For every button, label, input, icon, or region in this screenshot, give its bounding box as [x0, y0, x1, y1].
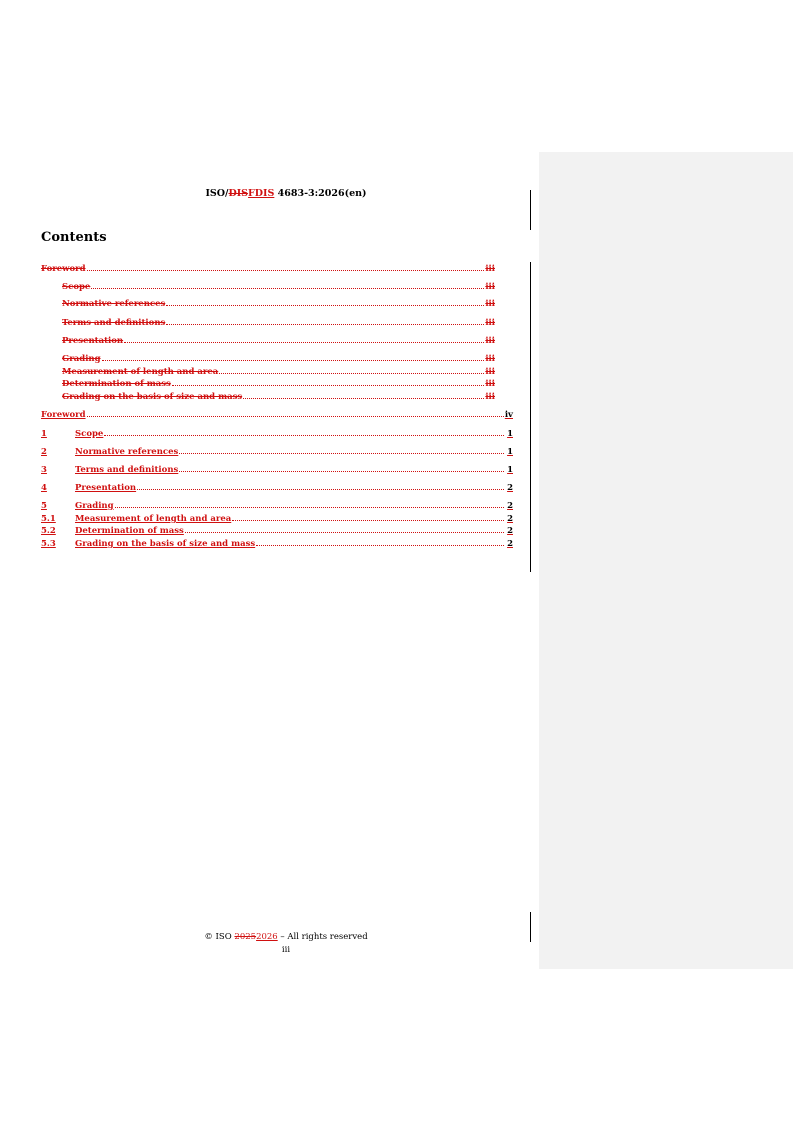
toc-leader	[87, 416, 504, 417]
toc-leader	[166, 324, 484, 325]
toc-page: 2	[507, 526, 513, 536]
toc-title: Measurement of length and area	[62, 367, 219, 377]
toc-new-row[interactable]	[41, 408, 513, 420]
toc-number: 5.2	[41, 526, 56, 536]
toc-page: iii	[485, 354, 495, 364]
toc-title: Normative references	[75, 447, 179, 457]
toc-page: iii	[485, 282, 495, 292]
toc-page: 2	[507, 501, 513, 511]
toc-page: iii	[485, 336, 495, 346]
toc-number: 2	[41, 447, 47, 457]
toc-title: Presentation	[75, 483, 137, 493]
toc-leader	[179, 471, 504, 472]
toc-number: 3	[41, 465, 47, 475]
toc-leader	[87, 270, 485, 271]
header-inserted-text: FDIS	[248, 188, 275, 199]
toc-title: Foreword	[41, 264, 86, 274]
toc-leader	[91, 288, 484, 289]
toc-title: Terms and definitions	[75, 465, 179, 475]
toc-title: Foreword	[41, 410, 86, 420]
toc-old-row[interactable]	[41, 390, 495, 402]
toc-number: 1	[41, 429, 47, 439]
toc-page: 1	[507, 465, 513, 475]
toc-leader	[104, 435, 504, 436]
toc-page: iii	[485, 392, 495, 402]
toc-old-row[interactable]	[41, 352, 495, 364]
toc-page: 1	[507, 447, 513, 457]
toc-new-row[interactable]	[41, 499, 513, 511]
toc-leader	[243, 398, 484, 399]
footer-prefix: © ISO	[204, 932, 235, 942]
toc-page: iv	[504, 410, 513, 420]
contents-heading: Contents	[41, 230, 107, 245]
toc-leader	[124, 342, 484, 343]
toc-page: 2	[507, 514, 513, 524]
toc-title: Grading on the basis of size and mass	[75, 539, 256, 549]
toc-leader	[172, 385, 484, 386]
header-prefix: ISO/	[205, 188, 229, 199]
toc-new-row[interactable]	[41, 512, 513, 524]
footer-inserted-year: 2026	[256, 932, 278, 942]
header-suffix: 4683-3:2026(en)	[274, 188, 367, 199]
toc-title: Determination of mass	[62, 379, 171, 389]
footer-suffix: – All rights reserved	[277, 932, 368, 942]
toc-old-row[interactable]	[41, 377, 495, 389]
toc-leader	[232, 520, 504, 521]
toc-title: Grading	[62, 354, 101, 364]
footer-deleted-year: 2025	[234, 932, 257, 942]
comment-pane	[539, 152, 793, 969]
toc-number: 5	[41, 501, 47, 511]
toc-title: Determination of mass	[75, 526, 184, 536]
change-bar-toc	[530, 262, 531, 572]
toc-leader	[115, 507, 504, 508]
toc-title: Presentation	[62, 336, 124, 346]
toc-old-row[interactable]	[41, 316, 495, 328]
toc-page: iii	[485, 299, 495, 309]
toc-title: Measurement of length and area	[75, 514, 232, 524]
toc-leader	[179, 453, 504, 454]
toc-number: 5.1	[41, 514, 56, 524]
toc-page: iii	[485, 367, 495, 377]
toc-old-row[interactable]	[41, 280, 495, 292]
toc-page: 2	[507, 483, 513, 493]
toc-old-row[interactable]	[41, 365, 495, 377]
toc-page: 2	[507, 539, 513, 549]
copyright-footer	[0, 932, 572, 942]
toc-leader	[219, 373, 484, 374]
toc-old-row[interactable]	[41, 262, 495, 274]
toc-new-row[interactable]	[41, 537, 513, 549]
toc-title: Normative references	[62, 299, 166, 309]
toc-leader	[256, 545, 504, 546]
toc-page: iii	[485, 379, 495, 389]
toc-leader	[166, 305, 484, 306]
toc-title: Scope	[62, 282, 91, 292]
toc-new-row[interactable]	[41, 481, 513, 493]
toc-page: iii	[485, 264, 495, 274]
toc-old-row[interactable]	[41, 297, 495, 309]
toc-title: Scope	[75, 429, 104, 439]
toc-number: 4	[41, 483, 47, 493]
toc-title: Grading	[75, 501, 114, 511]
header-deleted-text: DIS	[228, 188, 249, 199]
toc-number: 5.3	[41, 539, 56, 549]
toc-leader	[102, 360, 485, 361]
toc-page: iii	[485, 318, 495, 328]
toc-title: Terms and definitions	[62, 318, 166, 328]
toc-new-row[interactable]	[41, 524, 513, 536]
page-number: iii	[281, 945, 291, 955]
toc-page: 1	[507, 429, 513, 439]
toc-old-row[interactable]	[41, 334, 495, 346]
toc-new-row[interactable]	[41, 445, 513, 457]
toc-new-row[interactable]	[41, 463, 513, 475]
toc-leader	[137, 489, 504, 490]
toc-leader	[185, 532, 504, 533]
toc-new-row[interactable]	[41, 427, 513, 439]
toc-title: Grading on the basis of size and mass	[62, 392, 243, 402]
document-header	[0, 188, 572, 199]
